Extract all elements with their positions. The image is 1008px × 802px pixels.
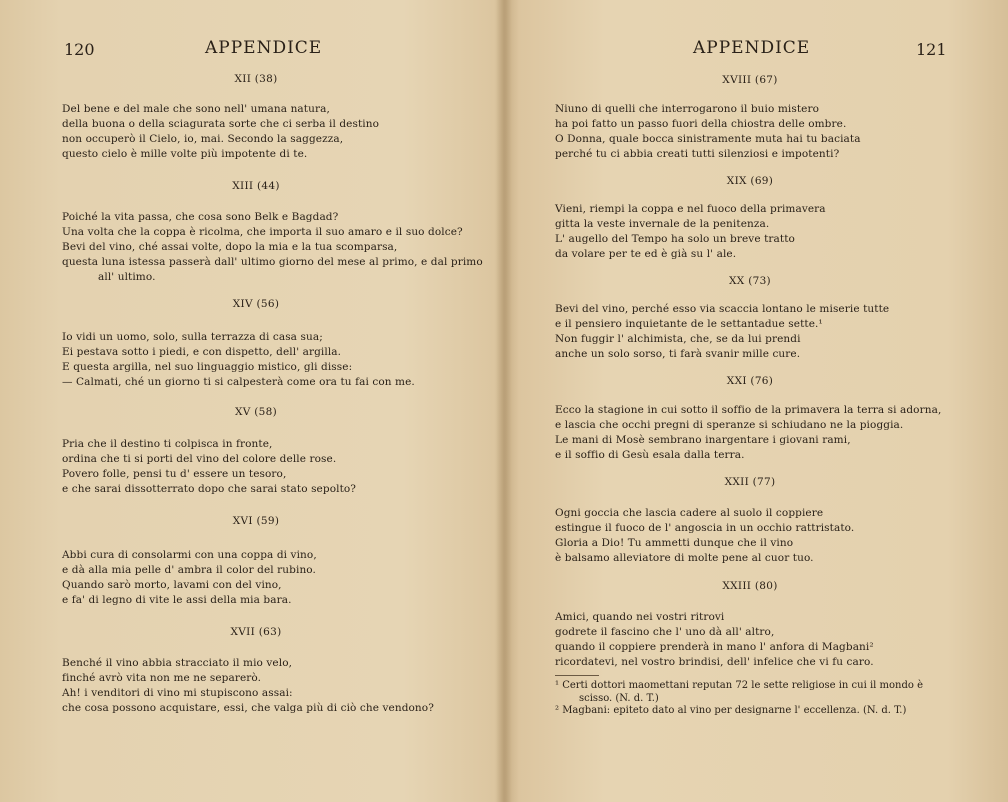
verse-line: — Calmati, ché un giorno ti si calpesterà come ora tu fai con me.	[62, 376, 415, 388]
verse-block	[555, 302, 889, 362]
section-title: XII (38)	[234, 73, 278, 85]
verse-line: Ogni goccia che lascia cadere al suolo il coppiere	[555, 507, 824, 519]
verse-line: anche un solo sorso, ti farà svanir mille cure.	[555, 348, 801, 360]
verse-line: e dà alla mia pelle d' ambra il color del rubino.	[62, 564, 316, 576]
verse-line: godrete il fascino che l' uno dà all' altro,	[555, 626, 775, 638]
section-title: XV (58)	[234, 406, 278, 418]
verse-line: Pria che il destino ti colpisca in fronte,	[62, 438, 273, 450]
footnote-rule	[555, 675, 599, 676]
verse-line: finché avrò vita non me ne separerò.	[62, 672, 262, 684]
verse-line: questo cielo è mille volte più impotente di te.	[62, 148, 308, 160]
verse-block	[62, 656, 434, 716]
footnote: ¹ Certi dottori maomettani reputan 72 le sette religiose in cui il mondo è	[555, 680, 923, 691]
verse-line: della buona o della sciagurata sorte che ci serba il destino	[62, 118, 380, 130]
section-title: XX (73)	[729, 275, 771, 287]
verse-line: estingue il fuoco de l' angoscia in un occhio rattristato.	[555, 522, 855, 534]
verse-block	[62, 330, 415, 390]
verse-line: questa luna istessa passerà dall' ultimo giorno del mese al primo, e dal primo	[62, 256, 483, 268]
verse-line: da volare per te ed è già su l' ale.	[555, 248, 737, 260]
section-title: XVIII (67)	[722, 74, 778, 86]
verse-line: ricordatevi, nel vostro brindisi, dell' infelice che vi fu caro.	[555, 656, 874, 668]
verse-line: Bevi del vino, perché esso via scaccia lontano le miserie tutte	[555, 303, 890, 315]
verse-line: e il soffio di Gesù esala dalla terra.	[555, 449, 745, 461]
section-title: XVII (63)	[230, 626, 282, 638]
verse-line: quando il coppiere prenderà in mano l' anfora di Magbani²	[555, 641, 874, 653]
section-title: XXI (76)	[726, 375, 774, 387]
verse-line: Quando sarò morto, lavami con del vino,	[62, 579, 282, 591]
right-page	[504, 0, 1008, 802]
verse-line: Non fuggir l' alchimista, che, se da lui prendi	[555, 333, 801, 345]
verse-line: e il pensiero inquietante de le settantadue sette.¹	[555, 318, 823, 330]
verse-line: L' augello del Tempo ha solo un breve tratto	[555, 233, 795, 245]
verse-block	[62, 548, 317, 608]
verse-line: è balsamo alleviatore di molte pene al cuor tuo.	[555, 552, 814, 564]
verse-block	[555, 610, 874, 670]
verse-line: non occuperò il Cielo, io, mai. Secondo la saggezza,	[62, 133, 344, 145]
verse-line: E questa argilla, nel suo linguaggio mistico, gli disse:	[62, 361, 353, 373]
verse-line: ordina che ti si porti del vino del colore delle rose.	[62, 453, 337, 465]
verse-line: e fa' di legno di vite le assi della mia bara.	[62, 594, 292, 606]
verse-block	[62, 210, 483, 285]
section-title: XIV (56)	[232, 298, 280, 310]
section-title: XVI (59)	[232, 515, 280, 527]
verse-block	[62, 102, 379, 162]
verse-line: Ecco la stagione in cui sotto il soffio de la primavera la terra si adorna,	[555, 404, 942, 416]
verse-line: Ah! i venditori di vino mi stupiscono assai:	[62, 687, 293, 699]
running-head: APPENDICE	[693, 38, 811, 58]
page-number: 121	[916, 40, 947, 59]
verse-block	[62, 437, 356, 497]
footnotes	[555, 680, 923, 718]
verse-line: Poiché la vita passa, che cosa sono Belk e Bagdad?	[62, 211, 339, 223]
verse-line: Povero folle, pensi tu d' essere un tesoro,	[62, 468, 287, 480]
verse-line: Una volta che la coppa è ricolma, che importa il suo amaro e il suo dolce?	[62, 226, 463, 238]
verse-line: Io vidi un uomo, solo, sulla terrazza di casa sua;	[62, 331, 323, 343]
verse-line: Gloria a Dio! Tu ammetti dunque che il vino	[555, 537, 794, 549]
section-title: XIX (69)	[726, 175, 774, 187]
verse-line: all' ultimo.	[98, 271, 156, 283]
verse-line: Amici, quando nei vostri ritrovi	[555, 611, 725, 623]
section-title: XXIII (80)	[722, 580, 778, 592]
verse-line: Abbi cura di consolarmi con una coppa di vino,	[62, 549, 317, 561]
verse-line: O Donna, quale bocca sinistramente muta hai tu baciata	[555, 133, 861, 145]
verse-line: gitta la veste invernale de la penitenza.	[555, 218, 770, 230]
verse-line: Niuno di quelli che interrogarono il buio mistero	[555, 103, 820, 115]
verse-block	[555, 403, 941, 463]
verse-line: Benché il vino abbia stracciato il mio velo,	[62, 657, 293, 669]
footnote: ² Magbani: epiteto dato al vino per designarne l' eccellenza. (N. d. T.)	[555, 705, 907, 716]
verse-line: Vieni, riempi la coppa e nel fuoco della primavera	[555, 203, 826, 215]
verse-block	[555, 506, 854, 566]
verse-block	[555, 102, 861, 162]
verse-line: perché tu ci abbia creati tutti silenziosi e impotenti?	[555, 148, 840, 160]
section-title: XXII (77)	[724, 476, 776, 488]
verse-line: che cosa possono acquistare, essi, che valga più di ciò che vendono?	[62, 702, 434, 714]
verse-line: Bevi del vino, ché assai volte, dopo la mia e la tua scomparsa,	[62, 241, 398, 253]
verse-line: Le mani di Mosè sembrano inargentare i giovani rami,	[555, 434, 851, 446]
section-title: XIII (44)	[232, 180, 280, 192]
verse-line: Del bene e del male che sono nell' umana natura,	[62, 103, 330, 115]
verse-line: e che sarai dissotterrato dopo che sarai stato sepolto?	[62, 483, 357, 495]
running-head: APPENDICE	[205, 38, 323, 58]
verse-line: Ei pestava sotto i piedi, e con dispetto, dell' argilla.	[62, 346, 342, 358]
verse-line: ha poi fatto un passo fuori della chiostra delle ombre.	[555, 118, 847, 130]
verse-line: e lascia che occhi pregni di speranze si schiudano ne la pioggia.	[555, 419, 904, 431]
footnote-continuation: scisso. (N. d. T.)	[579, 692, 659, 704]
page-number: 120	[64, 40, 95, 59]
verse-block	[555, 202, 826, 262]
